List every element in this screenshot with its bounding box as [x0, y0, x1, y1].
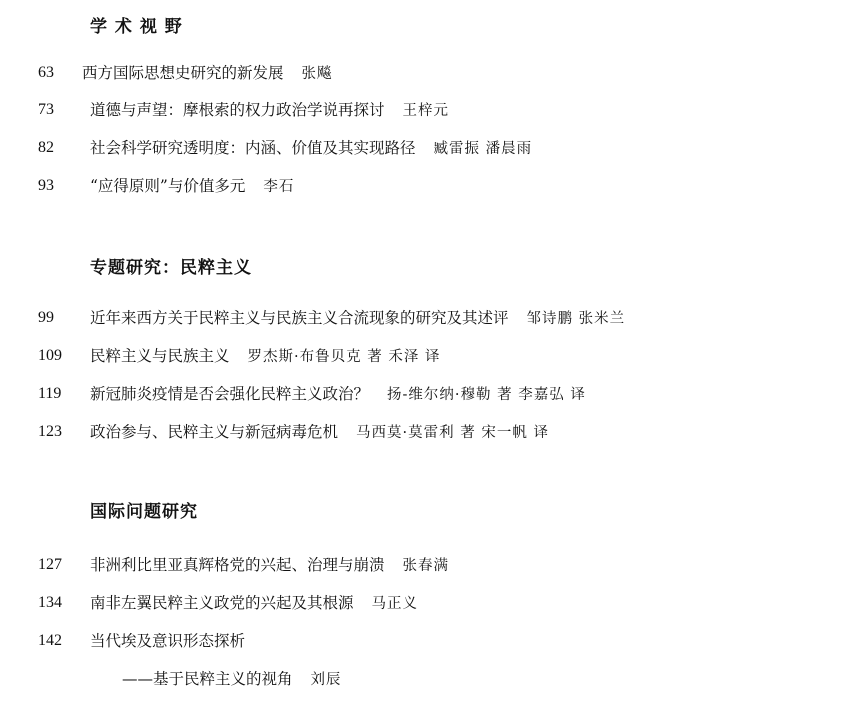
page-number: 119 — [38, 385, 62, 402]
page-number: 142 — [38, 632, 62, 649]
article-title: 非洲利比里亚真辉格党的兴起、治理与崩溃 — [90, 556, 385, 574]
article-author: 张春满 — [402, 558, 450, 574]
article-author: 邹诗鹏 张米兰 — [526, 311, 626, 327]
page-number: 134 — [38, 594, 62, 611]
article-title-line — [90, 553, 449, 578]
article-title: 民粹主义与民族主义 — [90, 347, 230, 365]
article-title-line — [90, 174, 294, 199]
section-title-populism: 专题研究：民粹主义 — [90, 258, 252, 278]
article-title-line — [90, 591, 418, 616]
page-number: 82 — [38, 139, 54, 156]
article-title: 当代埃及意识形态探析 — [90, 632, 246, 650]
article-title-line — [90, 382, 586, 407]
page-number: 109 — [38, 347, 62, 364]
article-title-line — [90, 98, 449, 123]
article-title-line — [90, 629, 263, 654]
page-number: 93 — [38, 177, 54, 194]
article-author: 马正义 — [371, 596, 419, 612]
article-author: 李石 — [263, 179, 295, 195]
page-number: 123 — [38, 423, 62, 440]
page-number: 99 — [38, 309, 54, 326]
article-title-line — [90, 420, 549, 445]
article-author: 王梓元 — [402, 103, 450, 119]
article-title: 南非左翼民粹主义政党的兴起及其根源 — [90, 594, 354, 612]
article-author: 罗杰斯·布鲁贝克 著 禾泽 译 — [247, 349, 441, 365]
article-author: 刘辰 — [310, 672, 342, 688]
section-title-academic-vision: 学 术 视 野 — [90, 17, 183, 37]
article-title: 近年来西方关于民粹主义与民族主义合流现象的研究及其述评 — [90, 309, 509, 327]
page-number: 127 — [38, 556, 62, 573]
article-title: 道德与声望：摩根索的权力政治学说再探讨 — [90, 101, 385, 119]
page-number: 73 — [38, 101, 54, 118]
article-author: 张飚 — [301, 66, 333, 82]
article-title: 西方国际思想史研究的新发展 — [82, 64, 284, 82]
page-number: 63 — [38, 64, 54, 81]
article-author: 马西莫·莫雷利 著 宋一帆 译 — [356, 425, 549, 441]
article-subtitle-line — [122, 667, 342, 692]
article-title-line — [90, 306, 625, 331]
article-subtitle: ——基于民粹主义的视角 — [122, 670, 293, 688]
article-title-line — [82, 61, 333, 86]
article-author: 扬-维尔纳·穆勒 著 李嘉弘 译 — [387, 387, 586, 403]
article-title: 政治参与、民粹主义与新冠病毒危机 — [90, 423, 339, 441]
section-title-international-issues: 国际问题研究 — [90, 502, 198, 522]
article-title-line — [90, 136, 532, 161]
article-title: “应得原则”与价值多元 — [90, 177, 246, 195]
article-title: 新冠肺炎疫情是否会强化民粹主义政治？ — [90, 385, 370, 403]
article-author: 臧雷振 潘晨雨 — [433, 141, 533, 157]
article-title: 社会科学研究透明度：内涵、价值及其实现路径 — [90, 139, 416, 157]
article-title-line — [90, 344, 440, 369]
